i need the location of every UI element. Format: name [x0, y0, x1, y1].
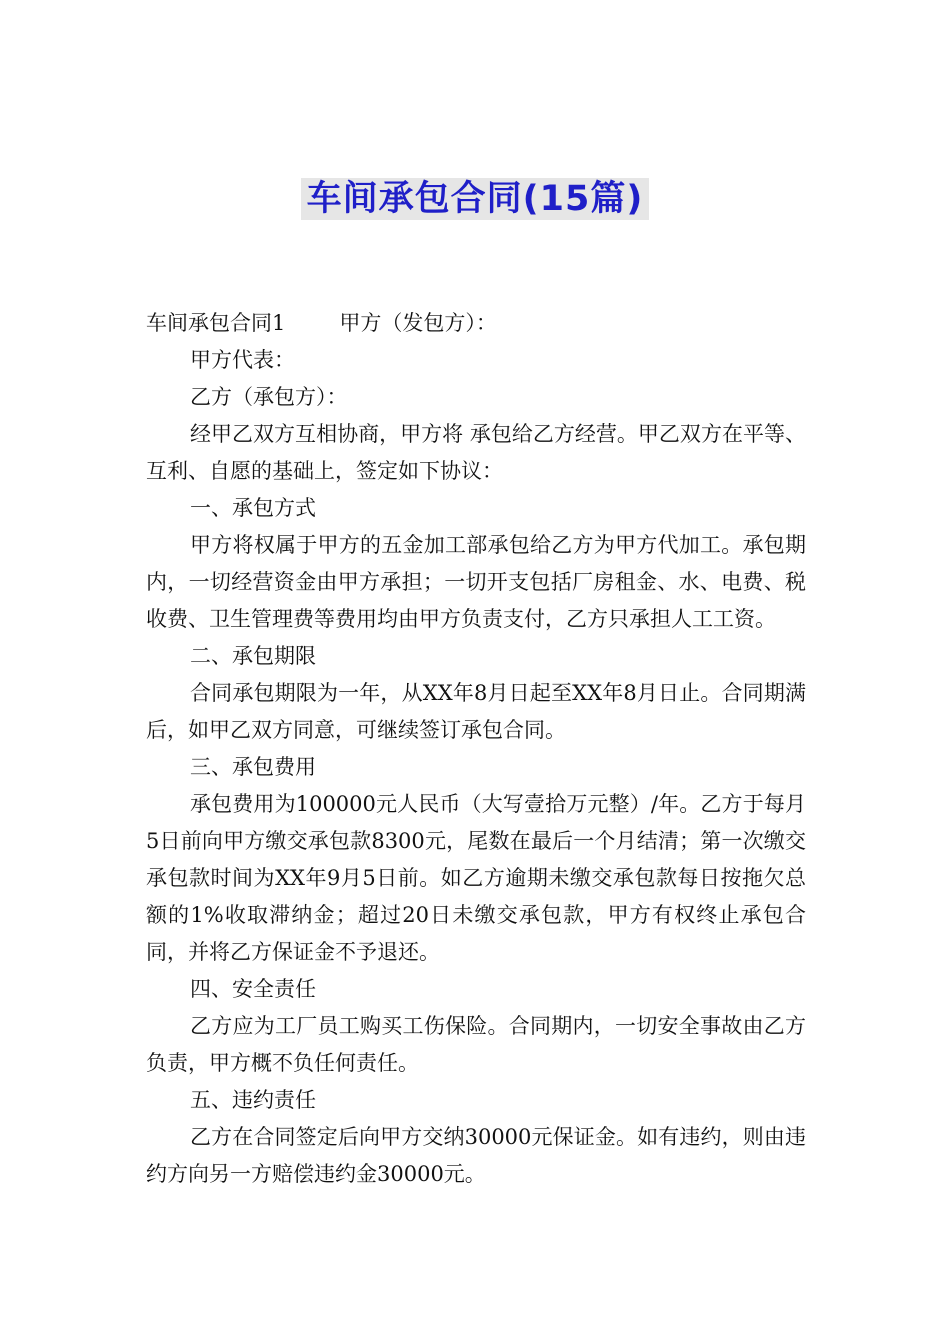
paragraph: 合同承包期限为一年，从XX年8月日起至XX年8月日止。合同期满后，如甲乙双方同意，可继续签订承包合同。	[146, 681, 806, 742]
paragraph: 经甲乙双方互相协商，甲方将 承包给乙方经营。甲乙双方在平等、互利、自愿的基础上，签定如下协议：	[146, 422, 806, 483]
party-a-line: 甲方（发包方）：	[339, 311, 497, 335]
clause-heading: 一、承包方式	[190, 496, 316, 520]
paragraph: 乙方应为工厂员工购买工伤保险。合同期内，一切安全事故由乙方负责，甲方概不负任何责任。	[146, 1014, 806, 1075]
paragraph: 承包费用为100000元人民币（大写壹拾万元整）/年。乙方于每月5日前向甲方缴交承包款8300元，尾数在最后一个月结清；第一次缴交承包款时间为XX年9月5日前。如乙方逾期未缴交承包款每日按拖欠总额的1%收取滞纳金；超过20日未缴交承包款，甲方有权终止承包合同，并将乙方保证金不予退还。	[146, 792, 806, 964]
paragraph: 乙方（承包方）：	[190, 385, 348, 409]
clause-heading: 三、承包费用	[190, 755, 316, 779]
paragraph: 甲方代表：	[190, 348, 295, 372]
paragraph: 甲方将权属于甲方的五金加工部承包给乙方为甲方代加工。承包期内，一切经营资金由甲方承担；一切开支包括厂房租金、水、电费、税收费、卫生管理费等费用均由甲方负责支付，乙方只承担人工工资。	[146, 533, 806, 631]
clause-heading: 二、承包期限	[190, 644, 316, 668]
title-container	[0, 178, 950, 220]
document-title: 车间承包合同(15篇)	[301, 178, 650, 220]
first-line	[146, 305, 806, 342]
clause-heading: 五、违约责任	[190, 1088, 316, 1112]
clause-heading: 四、安全责任	[190, 977, 316, 1001]
section-heading: 车间承包合同1	[146, 311, 286, 335]
document-body	[146, 305, 806, 1193]
paragraph: 乙方在合同签定后向甲方交纳30000元保证金。如有违约，则由违约方向另一方赔偿违约金30000元。	[146, 1125, 806, 1186]
